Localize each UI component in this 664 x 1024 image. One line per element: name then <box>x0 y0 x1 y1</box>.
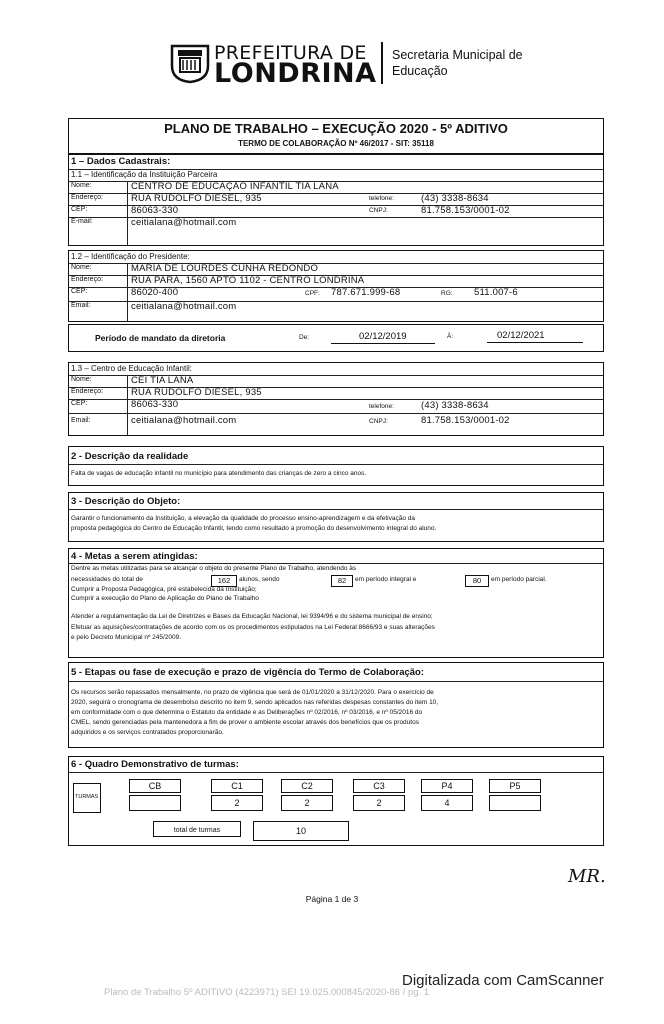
section-5-line2: 2020, seguirá o cronograma de desembolso descrito no item 9, sendo aplicados nas referidas despesas constantes do item 10, <box>71 699 439 706</box>
turmas-label-box <box>73 783 101 813</box>
turma-header-3: C3 <box>353 779 405 793</box>
turma-value-0 <box>129 795 181 811</box>
mandato-a-value: 02/12/2021 <box>497 330 545 341</box>
presidente-email-label: Email: <box>71 302 91 309</box>
telefone-label: telefone: <box>369 195 394 202</box>
parcial-box: 80 <box>465 575 489 587</box>
document-subtitle: TERMO DE COLABORAÇÃO Nº 46/2017 - SIT: 35118 <box>238 139 434 148</box>
mandato-label: Período de mandato da diretoria <box>95 333 226 343</box>
title-box <box>68 118 604 154</box>
section-5-line4: CMEL, sendo gerenciadas pela mantenedora a fim de prover o ambiente escolar através dos benefícios que os produtos <box>71 719 419 726</box>
total-alunos-box: 162 <box>211 575 237 587</box>
section-5-line1: Os recursos serão repassados mensalmente, no prazo de vigência que será de 01/01/2020 a 31/12/2020. Para o exercício de <box>71 689 434 696</box>
mandato-box <box>68 324 604 352</box>
turma-header-0: CB <box>129 779 181 793</box>
section-4-line7: e pelo Decreto Municipal nº 245/2009. <box>71 634 182 641</box>
cpf-label: CPF: <box>305 290 320 297</box>
section-2-title: 2 - Descrição da realidade <box>71 451 189 462</box>
header-divider <box>381 42 383 84</box>
section-6-title: 6 - Quadro Demonstrativo de turmas: <box>71 759 239 770</box>
cei-cnpj-label: CNPJ: <box>369 418 388 425</box>
section-5-line3: em conformidade com o que determina o Estatuto da entidade e as Deliberações nº 02/2016, nº 03/2016, e nº 05/2016 do <box>71 709 423 716</box>
turma-header-1: C1 <box>211 779 263 793</box>
cep-label: CEP: <box>71 206 88 213</box>
section-3-text-line1: Garantir o funcionamento da Instituição, a elevação da qualidade do processo ensino-aprendizagem e da efetivação da <box>71 515 416 522</box>
section-2-text: Falta de vagas de educação infantil no município para atendimento das crianças de zero a cinco anos. <box>71 470 367 477</box>
section-4-line2b: alunos, sendo <box>239 576 280 583</box>
total-turmas-label-box <box>153 821 241 837</box>
email-label: E-mail: <box>71 218 93 225</box>
cei-endereco-label: Endereço: <box>71 388 103 395</box>
mandato-a-label: À: <box>447 333 454 340</box>
section-5 <box>68 662 604 748</box>
turma-header-2: C2 <box>281 779 333 793</box>
dept-line1: Secretaria Municipal de <box>392 48 523 62</box>
section-1-3-title: 1.3 – Centro de Educação Infantil: <box>71 364 192 373</box>
cep-value: 86063-330 <box>131 205 179 216</box>
turma-value-3: 2 <box>353 795 405 811</box>
cei-nome-label: Nome: <box>71 376 92 383</box>
presidente-cep-label: CEP: <box>71 288 88 295</box>
section-1-3 <box>68 362 604 436</box>
section-3 <box>68 492 604 542</box>
cpf-value: 787.671.999-68 <box>331 287 401 298</box>
cnpj-value: 81.758.153/0001-02 <box>421 205 510 216</box>
cei-cep-label: CEP: <box>71 400 88 407</box>
signature: MR. <box>568 866 606 887</box>
section-4-line3: Cumprir a Proposta Pedagógica, pré estabelecida da Instituição; <box>71 586 257 593</box>
presidente-email-value: ceitialana@hotmail.com <box>131 301 237 312</box>
section-6 <box>68 756 604 846</box>
document-title: PLANO DE TRABALHO – EXECUÇÃO 2020 - 5º ADITIVO <box>164 121 508 136</box>
total-turmas-label: total de turmas <box>173 827 221 834</box>
section-4-line1: Dentre as metas utilizadas para se alcançar o objeto do presente Plano de Trabalho, atendendo às <box>71 565 357 572</box>
section-4-line4: Cumprir a execução do Plano de Aplicação do Plano de Trabalho <box>71 595 259 602</box>
turma-header-4: P4 <box>421 779 473 793</box>
section-4-line6: Efetuar as aquisições/contratações de acordo com os os procedimentos estipulados na Lei Federal 8666/93 e suas alterações <box>71 624 435 631</box>
turma-value-2: 2 <box>281 795 333 811</box>
turma-value-1: 2 <box>211 795 263 811</box>
section-2 <box>68 446 604 486</box>
nome-value: CENTRO DE EDUCAÇÃO INFANTIL TIA LANA <box>131 181 339 192</box>
dept-line2: Educação <box>392 64 448 78</box>
turmas-label: TURMAS <box>75 794 99 800</box>
section-4-line5: Atender a regulamentação da Lei de Diretrizes e Bases da Educação Nacional, lei 9394/96 e do sistema municipal de ensino; <box>71 613 433 620</box>
presidente-cep-value: 86020-400 <box>131 287 179 298</box>
section-4-title: 4 - Metas a serem atingidas: <box>71 551 198 562</box>
sei-footer: Plano de Trabalho 5º ADITIVO (4223971) SEI 19.025.000845/2020-86 / pg. 1 <box>104 987 430 998</box>
page-number: Página 1 de 3 <box>305 894 359 904</box>
telefone-value: (43) 3338-8634 <box>421 193 489 204</box>
endereco-value: RUA RUDOLFO DIESEL, 935 <box>131 193 262 204</box>
total-turmas-value-box <box>253 821 349 841</box>
integral-box: 82 <box>331 575 353 587</box>
endereco-label: Endereço: <box>71 194 103 201</box>
header-city: LONDRINA <box>214 58 377 89</box>
section-4-line2d: em período parcial. <box>491 576 547 583</box>
section-5-line5: adquiridos e os serviços contratados proporcionarão. <box>71 729 224 736</box>
cei-email-label: Email: <box>71 417 91 424</box>
cei-nome-value: CEI TIA LANA <box>131 375 194 386</box>
section-1 <box>68 154 604 246</box>
section-4 <box>68 548 604 658</box>
section-1-2-title: 1.2 – Identificação do Presidente: <box>71 252 190 261</box>
section-1-1-title: 1.1 – Identificação da Instituição Parceira <box>71 170 218 179</box>
nome-label: Nome: <box>71 182 92 189</box>
mandato-de-label: De: <box>299 334 310 341</box>
turma-header-5: P5 <box>489 779 541 793</box>
turma-value-5 <box>489 795 541 811</box>
total-turmas-value: 10 <box>295 826 306 836</box>
rg-value: 511.007-6 <box>474 287 518 298</box>
turma-value-4: 4 <box>421 795 473 811</box>
section-1-2 <box>68 250 604 322</box>
cnpj-label: CNPJ: <box>369 207 388 214</box>
cei-endereco-value: RUA RUDOLFO DIESEL, 935 <box>131 387 262 398</box>
email-value: ceitialana@hotmail.com <box>131 217 237 228</box>
cei-telefone-label: telefone: <box>369 403 394 410</box>
presidente-endereco-label: Endereço: <box>71 276 103 283</box>
mandato-de-value: 02/12/2019 <box>359 331 407 342</box>
city-logo <box>168 40 212 84</box>
scanner-watermark: Digitalizada com CamScanner <box>402 972 604 989</box>
rg-label: RG: <box>441 290 453 297</box>
section-3-title: 3 - Descrição do Objeto: <box>71 496 181 507</box>
cei-email-value: ceitialana@hotmail.com <box>131 415 237 426</box>
presidente-endereco-value: RUA PARÁ, 1560 APTO 1102 - CENTRO LONDRINA <box>131 275 365 286</box>
section-4-line2c: em período integral e <box>355 576 417 583</box>
section-3-text-line2: proposta pedagógica do Centro de Educação Infantil, tendo como resultado a promoção do desenvolvimento integral do aluno. <box>71 525 437 532</box>
cei-cep-value: 86063-330 <box>131 399 179 410</box>
cei-cnpj-value: 81.758.153/0001-02 <box>421 415 510 426</box>
section-5-title: 5 - Etapas ou fase de execução e prazo de vigência do Termo de Colaboração: <box>71 667 425 678</box>
section-4-line2a: necessidades do total de <box>71 576 143 583</box>
header-prefix: PREFEITURA DE <box>214 42 367 64</box>
presidente-nome-label: Nome: <box>71 264 92 271</box>
presidente-nome-value: MARIA DE LOURDES CUNHA REDONDO <box>131 263 319 274</box>
cei-telefone-value: (43) 3338-8634 <box>421 400 489 411</box>
section-1-title: 1 – Dados Cadastrais: <box>71 156 171 167</box>
